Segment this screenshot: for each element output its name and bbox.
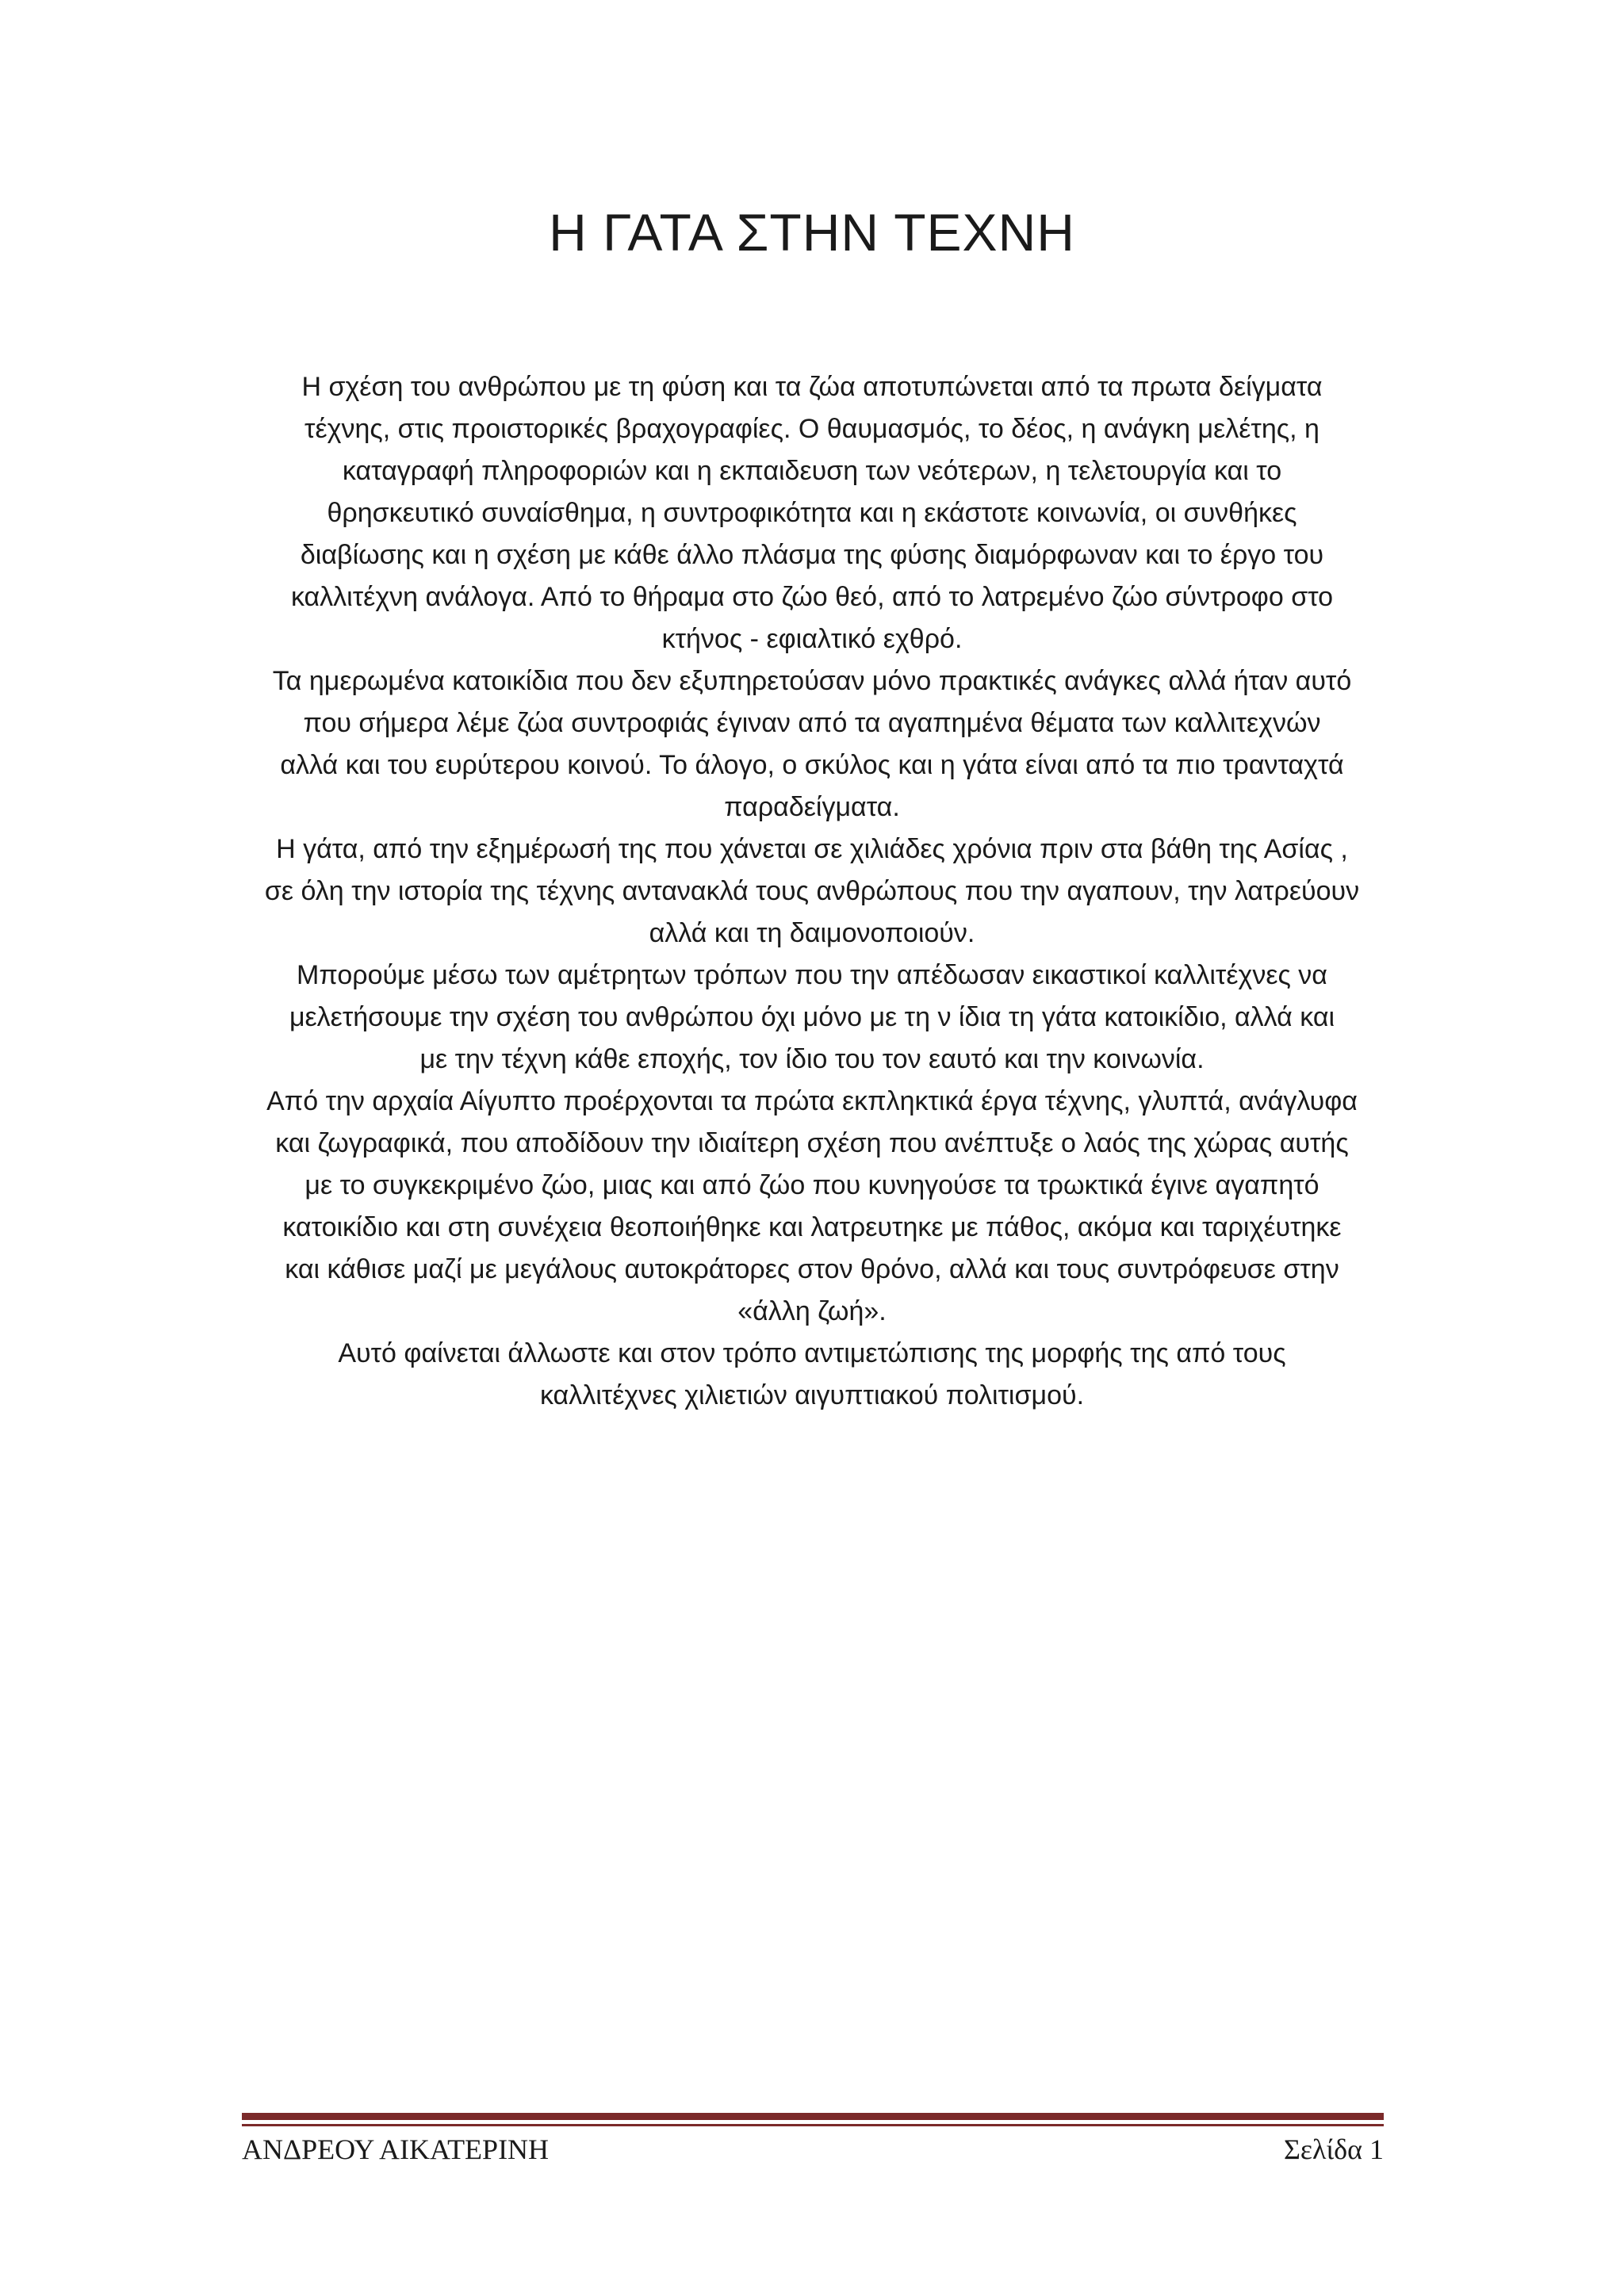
footer-rule-thick <box>242 2113 1384 2120</box>
body-line: κατοικίδιο και στη συνέχεια θεοποιήθηκε και λατρευτηκε με πάθος, ακόμα και ταριχέυτηκε <box>282 1212 1342 1242</box>
body-line: καλλιτέχνες χιλιετιών αιγυπτιακού πολιτισμού. <box>539 1380 1085 1410</box>
body-line: που σήμερα λέμε ζώα συντροφιάς έγιναν από τα αγαπημένα θέματα των καλλιτεχνών <box>303 708 1321 738</box>
body-line: Αυτό φαίνεται άλλωστε και στον τρόπο αντιμετώπισης της μορφής της από τους <box>338 1338 1286 1368</box>
body-line: Η σχέση του ανθρώπου με τη φύση και τα ζώα αποτυπώνεται από τα πρωτα δείγματα <box>301 372 1323 402</box>
footer-author: ΑΝΔΡΕΟΥ ΑΙΚΑΤΕΡΙΝΗ <box>242 2133 550 2165</box>
body-line: «άλλη ζωή». <box>737 1296 887 1326</box>
body-line: σε όλη την ιστορία της τέχνης αντανακλά τους ανθρώπους που την αγαπουν, την λατρεύουν <box>264 876 1360 906</box>
body-line: με το συγκεκριμένο ζώο, μιας και από ζώο που κυνηγούσε τα τρωκτικά έγινε αγαπητό <box>304 1170 1320 1200</box>
body-line: παραδείγματα. <box>724 792 900 822</box>
body-line: καλλιτέχνη ανάλογα. Από το θήραμα στο ζώο θεό, από το λατρεμένο ζώο σύντροφο στο <box>290 582 1334 612</box>
body-line: και ζωγραφικά, που αποδίδουν την ιδιαίτερη σχέση που ανέπτυξε ο λαός της χώρας αυτής <box>275 1128 1349 1158</box>
body-line: με την τέχνη κάθε εποχής, τον ίδιο του τον εαυτό και την κοινωνία. <box>419 1044 1205 1074</box>
body-line: Τα ημερωμένα κατοικίδια που δεν εξυπηρετούσαν μόνο πρακτικές ανάγκες αλλά ήταν αυτό <box>272 666 1352 696</box>
body-line: θρησκευτικό συναίσθημα, η συντροφικότητα και η εκάστοτε κοινωνία, οι συνθήκες <box>327 498 1297 528</box>
body-line: διαβίωσης και η σχέση με κάθε άλλο πλάσμα της φύσης διαμόρφωναν και το έργο του <box>300 540 1324 570</box>
body-line: μελετήσουμε την σχέση του ανθρώπου όχι μόνο με τη ν ίδια τη γάτα κατοικίδιο, αλλά και <box>289 1002 1335 1032</box>
body-line: Η γάτα, από την εξημέρωσή της που χάνεται σε χιλιάδες χρόνια πριν στα βάθη της Ασίας , <box>276 834 1348 864</box>
document-title: Η ΓΑΤΑ ΣΤΗΝ ΤΕΧΝΗ <box>549 203 1075 262</box>
body-line: τέχνης, στις προιστορικές βραχογραφίες. Ο θαυμασμός, το δέος, η ανάγκη μελέτης, η <box>304 414 1320 444</box>
body-line: αλλά και τη δαιμονοποιούν. <box>649 918 975 948</box>
page-footer <box>242 2133 1384 2166</box>
body-line: και κάθισε μαζί με μεγάλους αυτοκράτορες στον θρόνο, αλλά και τους συντρόφευσε στην <box>285 1254 1339 1284</box>
body-line: Μπορούμε μέσω των αμέτρητων τρόπων που την απέδωσαν εικαστικοί καλλιτέχνες να <box>297 960 1327 990</box>
body-line: αλλά και του ευρύτερου κοινού. Το άλογο, ο σκύλος και η γάτα είναι από τα πιο τρανταχτά <box>280 750 1344 780</box>
footer-rule-thin <box>242 2124 1384 2126</box>
footer-page-number: Σελίδα 1 <box>1283 2133 1384 2165</box>
body-line: κτήνος - εφιαλτικό εχθρό. <box>661 624 963 654</box>
body-line: Από την αρχαία Αίγυπτο προέρχονται τα πρώτα εκπληκτικά έργα τέχνης, γλυπτά, ανάγλυφα <box>266 1086 1358 1116</box>
document-body <box>238 366 1386 1417</box>
body-line: καταγραφή πληροφοριών και η εκπαιδευση των νεότερων, η τελετουργία και το <box>342 456 1282 486</box>
